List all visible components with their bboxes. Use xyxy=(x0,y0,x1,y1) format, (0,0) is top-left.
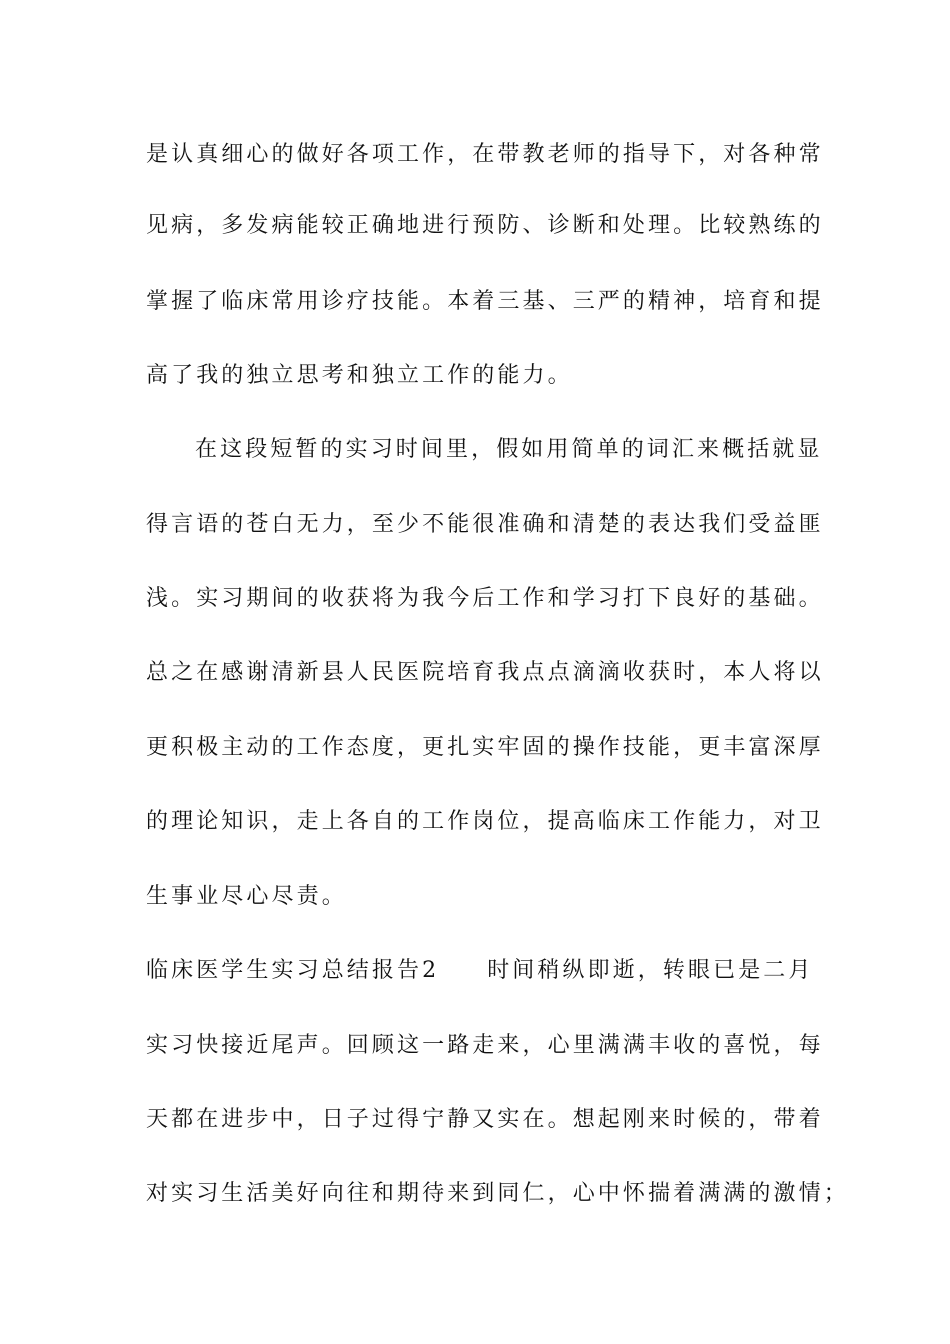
text-line: 浅。实习期间的收获将为我今后工作和学习打下良好的基础。 xyxy=(146,586,824,611)
section-heading-line xyxy=(146,953,814,989)
text-line: 时间稍纵即逝，转眼已是二月 xyxy=(487,958,814,983)
text-line: 实习快接近尾声。回顾这一路走来，心里满满丰收的喜悦，每 xyxy=(146,1033,824,1058)
text-line: 总之在感谢清新县人民医院培育我点点滴滴收获时，本人将以 xyxy=(146,660,824,685)
text-line: 生事业尽心尽责。 xyxy=(146,884,347,909)
text-line: 在这段短暂的实习时间里，假如用简单的词汇来概括就显 xyxy=(195,437,823,462)
text-line: 高了我的独立思考和独立工作的能力。 xyxy=(146,363,573,388)
text-line: 对实习生活美好向往和期待来到同仁，心中怀揣着满满的激情； xyxy=(146,1181,849,1206)
text-line: 是认真细心的做好各项工作，在带教老师的指导下，对各种常 xyxy=(146,142,824,167)
text-line: 掌握了临床常用诊疗技能。本着三基、三严的精神，培育和提 xyxy=(146,289,824,314)
text-line: 天都在进步中，日子过得宁静又实在。想起刚来时候的，带着 xyxy=(146,1107,824,1132)
text-line: 的理论知识，走上各自的工作岗位，提高临床工作能力，对卫 xyxy=(146,809,824,834)
text-line: 更积极主动的工作态度，更扎实牢固的操作技能，更丰富深厚 xyxy=(146,735,824,760)
text-line: 见病，多发病能较正确地进行预防、诊断和处理。比较熟练的 xyxy=(146,213,824,238)
text-line: 得言语的苍白无力，至少不能很准确和清楚的表达我们受益匪 xyxy=(146,512,824,537)
section-title: 临床医学生实习总结报告2 xyxy=(146,958,440,983)
